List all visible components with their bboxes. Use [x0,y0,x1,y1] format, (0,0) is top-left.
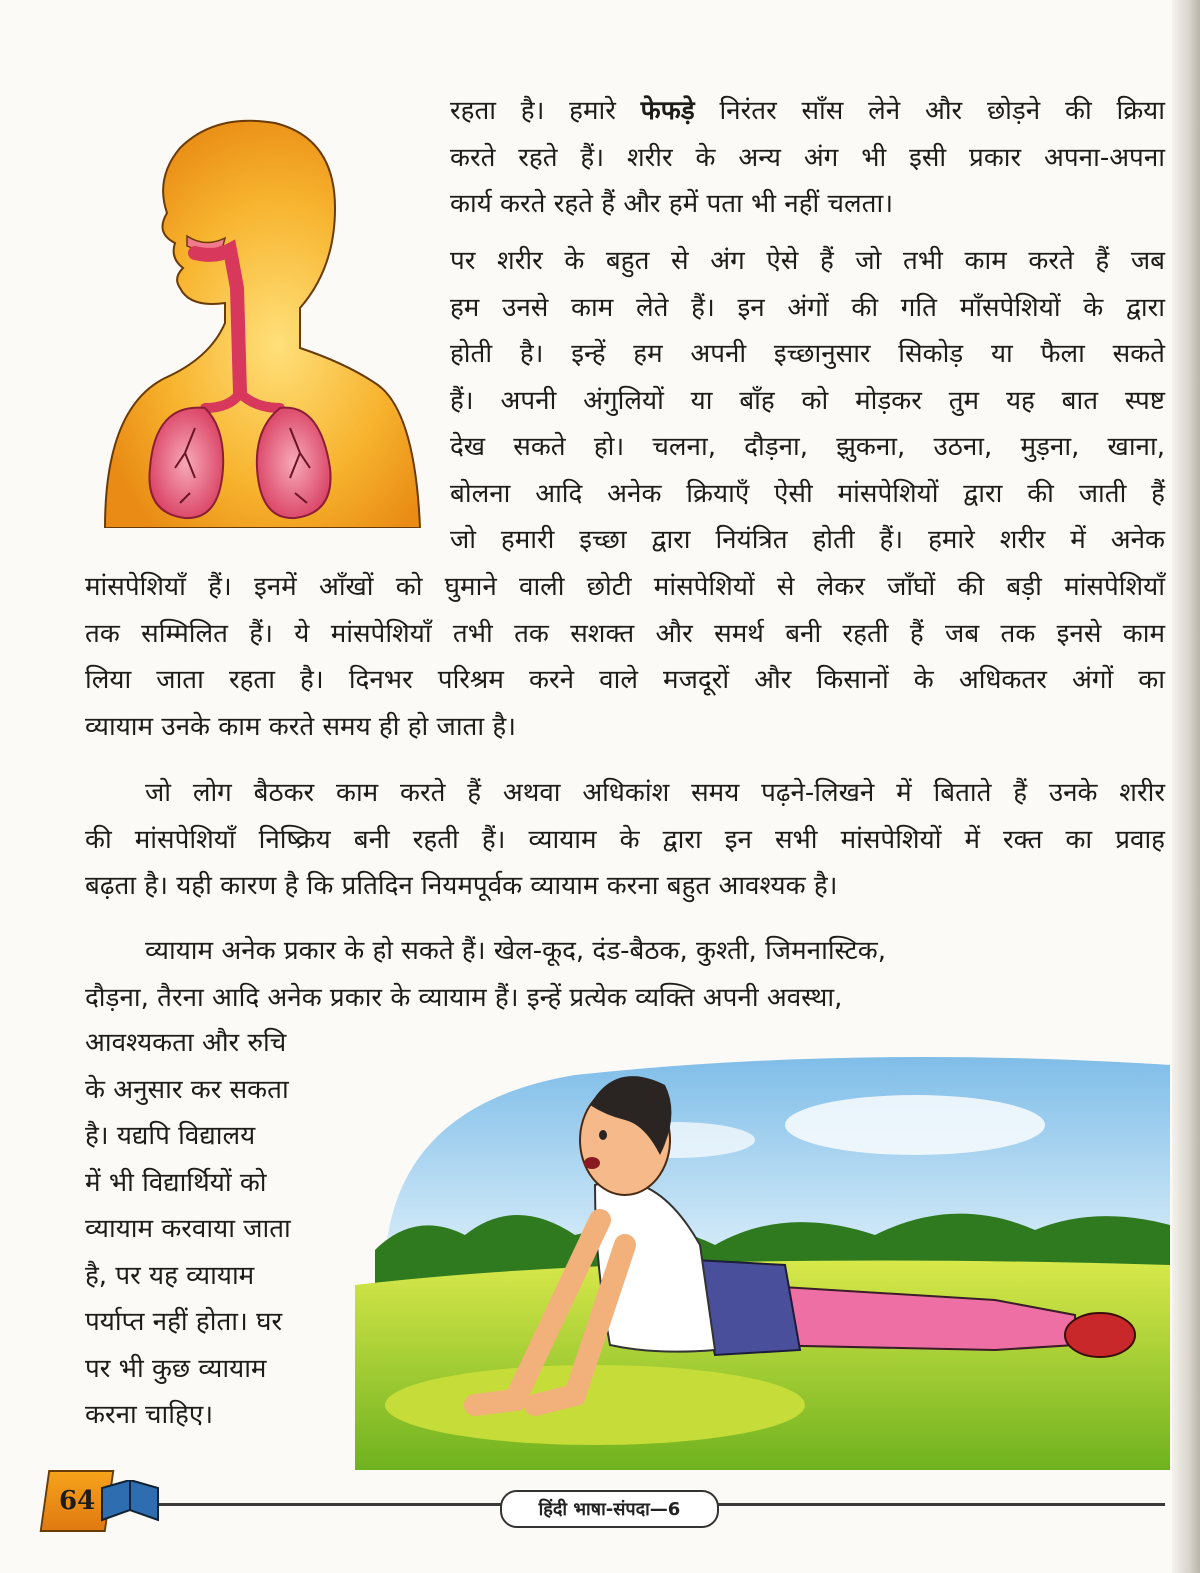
paragraph-2-narrow [450,238,1165,564]
paragraph-4 [85,928,1165,1021]
text-line: की मांसपेशियाँ निष्क्रिय बनी रहती हैं। व्यायाम के द्वारा इन सभी मांसपेशियों में रक्त का प्रवाह [85,824,1165,855]
text-line: कार्य करते रहते हैं और हमें पता भी नहीं चलता। [450,189,894,219]
text-line: करते रहते हैं। शरीर के अन्य अंग भी इसी प्रकार अपना-अपना [450,142,1165,173]
paragraph-3 [85,770,1165,910]
text-line: हैं। अपनी अंगुलियों या बाँह को मोड़कर तुम यह बात स्पष्ट [450,385,1165,416]
text-line: होती है। इन्हें हम अपनी इच्छानुसार सिकोड़ या फैला सकते [450,339,1165,369]
text-line: पर भी कुछ व्यायाम [85,1353,267,1384]
book-icon [100,1480,160,1525]
text-line: दौड़ना, तैरना आदि अनेक प्रकार के व्यायाम हैं। इन्हें प्रत्येक व्यक्ति अपनी अवस्था, [85,982,843,1013]
text-line: के अनुसार कर सकता [85,1074,289,1105]
paragraph-4-narrow [85,1020,340,1439]
text-line: लिया जाता रहता है। दिनभर परिश्रम करने वाले मजदूरों और किसानों के अधिकतर अंगों का [85,665,1165,695]
bold-word-lungs: फेफड़े [640,96,695,126]
text-line: हम उनसे काम लेते हैं। इन अंगों की गति माँसपेशियों के द्वारा [450,292,1165,323]
text-line: है। यद्यपि विद्यालय [85,1121,256,1151]
text-line: जो हमारी इच्छा द्वारा नियंत्रित होती हैं। हमारे शरीर में अनेक [450,525,1165,555]
text-line: करना चाहिए। [85,1400,214,1430]
text-line: व्यायाम उनके काम करते समय ही हो जाता है। [85,711,517,742]
text-line: पर्याप्त नहीं होता। घर [85,1307,283,1337]
book-title-badge [500,1490,719,1528]
text-line-prefix: रहता है। हमारे [450,96,641,126]
paragraph-2-wide [85,564,1165,750]
text-line: व्यायाम अनेक प्रकार के हो सकते हैं। खेल-कूद, दंड-बैठक, कुश्ती, जिमनास्टिक, [145,936,886,966]
text-line: व्यायाम करवाया जाता [85,1214,291,1244]
text-line: है, पर यह व्यायाम [85,1260,255,1291]
book-title: हिंदी भाषा-संपदा—6 [538,1499,681,1520]
page-edge-shadow [1172,0,1200,1573]
boy-exercise-illustration [355,1045,1170,1470]
respiratory-system-illustration [95,108,430,528]
text-line: पर शरीर के बहुत से अंग ऐसे हैं जो तभी काम करते हैं जब [450,246,1165,276]
paragraph-1 [450,88,1165,228]
text-line: देख सकते हो। चलना, दौड़ना, झुकना, उठना, मुड़ना, खाना, [450,432,1165,462]
text-line [450,88,1165,135]
text-line: में भी विद्यार्थियों को [85,1167,267,1198]
page-number: 64 [58,1486,96,1516]
text-line-suffix: निरंतर साँस लेने और छोड़ने की क्रिया [694,96,1165,126]
text-line: जो लोग बैठकर काम करते हैं अथवा अधिकांश समय पढ़ने-लिखने में बिताते हैं उनके शरीर [145,778,1165,808]
text-line: आवश्यकता और रुचि [85,1028,287,1058]
text-line: मांसपेशियाँ हैं। इनमें आँखों को घुमाने वाली छोटी मांसपेशियों से लेकर जाँघों की बड़ी मांसपेशियाँ [85,572,1165,602]
text-line: बढ़ता है। यही कारण है कि प्रतिदिन नियमपूर्वक व्यायाम करना बहुत आवश्यक है। [85,871,838,901]
text-line: बोलना आदि अनेक क्रियाएँ ऐसी मांसपेशियों द्वारा की जाती हैं [450,478,1165,509]
text-line: तक सम्मिलित हैं। ये मांसपेशियाँ तभी तक सशक्त और समर्थ बनी रहती हैं जब तक इनसे काम [85,618,1165,649]
